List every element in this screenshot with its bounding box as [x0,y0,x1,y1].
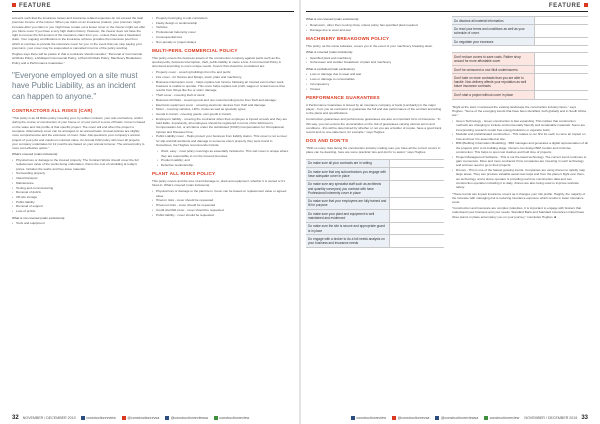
dos-checklist [306,159,444,248]
list-item: • Modular and prefabricated construction - This relates to our first for each to come an impact on how and how it is assembled at site; [452,132,588,141]
list-item: • Loss or damage to consumables [306,77,444,81]
checklist-row [452,66,588,74]
list-item: • Removal of support [12,204,146,208]
square-bullet-icon [584,3,588,7]
checklist-row [306,198,444,211]
checklist-tick-cell[interactable] [534,74,588,90]
checklist-text: Do negotiate your excesses [452,38,534,45]
checklist-row [452,74,588,91]
list-item: • Physical loss or damage to the insured property. The Contract Works should cover the full replacement value of the works being undertaken, that is the cost of rebuilding at today's prices. Includes the works and free-issue materials [12,158,146,171]
multiperil-list [152,70,290,147]
list-item: • Vehicles [152,25,290,29]
body-paragraph: "With so many risks facing the construction industry making sure you have all the correct covers in place can be daunting, here are some practical 'dos and don'ts' to assist," says Hughes: [306,146,441,155]
body-paragraph: "These trends can impact insurance covers as it changes your risk profile. Happily, the majority of the increase with managing risk is reducing insurance exposure which results in lower insurance costs. [452,191,586,205]
facebook-icon [81,416,85,420]
checklist-text: Do engage with a broker to do a full needs analysis on your business and insurance needs [306,235,389,247]
checklist-text: Don't be uninsured or use illicit underinsurers [452,66,534,73]
checklist-text: Do read your terms and conditions as well as your schedule of cover. [452,25,534,37]
list-item: • Project Management Software - This is not the latest technology. The current trend continues to gain momentum. More and more contractor firms companies are investing in such technology and at times need to go to their projects; [452,155,588,168]
checklist-row [306,223,444,236]
list-item: • Loss or damage due to wear and tear [306,72,444,76]
checklist-tick-cell[interactable] [389,210,444,222]
list-item: • Fire cover - for fixtures and fittings, stock, plant and machinery; [152,75,290,79]
social-link[interactable]: constructionreview [350,416,387,420]
list-label: What is covered (main inclusions): [306,49,354,54]
plant-list [152,189,290,217]
checklist-row [306,168,444,181]
checklist-text: Do make sure any specialist staff such as architects and quantity surveyors) you contract with have Professional Indemnity cover in place [306,181,389,197]
list-item: • Off-site storage [12,195,146,199]
list-item: • Unforeseen and sudden breakdown of plant and machinery [306,60,444,64]
list-item: • Drones - This is one of the fastest growing trends. Companies are using drones to rapidly map large areas. They can produce valuable aerial real maps and from the plane's flight over them, we technology, and a drone operator is providing real time construction data and can construction operation including it to daily, drones are also being used to improve worksite safety. [452,168,588,189]
checklist-row [452,25,588,38]
section-heading: MACHINERY BREAKDOWN POLICY [306,35,390,41]
list-item: • Public liability [12,200,146,204]
page-number: 32 [12,415,19,421]
list-item: • Green Technology - Green construction is fast expanding. This implies that construction methods are changing to include environmentally friendly and sustainable materials. Some are incorporating research model free energy/solutions or cigarette butts; [452,119,588,132]
checklist-text: Don't start a project without cover in place [452,91,534,98]
intro-paragraph: Hughes says there will be justice in that a contractor should consider: "Personal or Commercial All Risks Policy; a Multiperil Commercial Policy; a Plant All Risks Policy; Machinery Breakdown Policy and a Performance Guarantee." [12,51,142,65]
checklist-text: Don't reduce covers to save costs. Rather shop around for more affordable cover [452,53,534,65]
checklist-tick-cell[interactable] [389,160,444,167]
sub-list [152,149,290,167]
exclusions-list [152,16,290,44]
checklist-row [452,38,588,46]
list-item: • Work, easy - most policy coverings as essentially included to. This sub cover is unique where they are responsible to run the insured premises; [157,149,290,158]
trends-list [452,119,588,190]
facebook-icon [351,416,355,420]
excluded-list [306,72,444,91]
section-heading: PERFORMANCE GUARANTEES [306,94,380,100]
not-covered-list [12,221,146,225]
list-item: • Specified plant and machinery [306,56,444,60]
body-paragraph: A Performance Guarantee is issued by an insurance company or bank (Lombardy) in the major player - from you as contractor to guarantee the full and due performance of the contract according to the plans and specifications. [306,102,442,116]
right-page [300,0,600,424]
checklist-text: Do disclose all material information. [452,17,534,24]
checklist-tick-cell[interactable] [534,17,588,24]
list-item: • Inland transport [12,176,146,180]
checklist-row [306,210,444,223]
list-item: • Surrounding property [12,171,146,175]
social-link[interactable]: @constructionrevsa [121,416,160,420]
checklist-text: Don't take on more contracts than you are able to handle. Non-delivery affects your reputation as well future insurance contracts [452,74,534,90]
body-paragraph: "This policy is an All Risks policy covering your, by written contract, your sub-contractors, and/or during the course of construction of your house or of your part of a once-off basis. Cover is based on the value and risk profile of that specific project. The cover will end when the project is complete. Alternatively cover can be arranged on an annual basis. Annual policies are slightly more comprehensive and the extension of cover. Note: Ask questions your company's annual project of your jobs and maximum contract value. An Annual CAR policy will cover all projects your company undertakes for 12 months are based on your annual turnover. The annual policy is more cost-effective option." [12,116,146,151]
list-item: • BIM (Building Information Modelling) - BIM manages and generates a digital representation of all the projects prior to its building stage. Owners can design BIM models and minimise construction. This helps to spot cost clashes and hold time of projects; [452,141,588,154]
intro-paragraph: at levels such that the insurance losses and insurance-related expenses do not exceed the total premium income of the insurer. When you claim on an insurance product, your premium might increase after you claim or you might have to take out a lesser cover or the insurer might not offer you future cover if you have a very high claims history. However, the insurer does not have the right to recover the full amount of the insurance claim from you - unless there was a fraudulent claim. Your ongoing contributions to the insurance scheme provides the insurance pool from which to continue to provide the insurance cover for you. In the event that you stop paying your premiums, your cover may be suspended or cancelled in terms of the policy wording. [12,16,146,51]
twitter-icon [435,416,439,420]
checklist-tick-cell[interactable] [389,198,444,210]
list-item: • Testing and commissioning [12,186,146,190]
list-item: • Theft cover - covering theft of stock; [152,93,290,97]
body-paragraph: This policy covers the business assets of the construction company against perils such as fire, special perils, business interruption, theft, public liability to name a few. A Commercial Policy is structured according to one's unique needs. Covers that should be considered are: [152,55,281,69]
list-item: • Damage due to wear and tear [306,28,444,32]
list-label: What is not covered (main exclusions): [306,17,360,21]
social-link[interactable]: @constructionreviewsa [434,416,479,420]
checklist-row [452,53,588,66]
footer-right [350,415,588,421]
list-item: • Loss of profits [12,209,146,213]
square-bullet-icon [12,3,16,7]
checklist-tick-cell[interactable] [389,235,444,247]
donts-checklist [452,52,588,99]
checklist-tick-cell[interactable] [389,168,444,180]
body-paragraph: Construction guarantees and performance guarantees are also an important form of insurance. "In this way, you can ensure the uncertainties on the risk of guarantees varying various terms and conditions - this will be determined by whether or not you are a builder of repute, have a good track record and no one-statement, for example," says Hughes. [306,117,442,135]
body-paragraph: This policy, as the name indicates, covers you in the event of your machinery breaking down. [306,43,434,48]
social-link[interactable]: constructionreview [483,416,520,420]
list-item: • Electronic equipment cover - covering electronic devices from theft and damage; [152,103,290,107]
dos-checklist [452,16,588,46]
list-item: • Professional Indemnity cover [152,30,290,34]
running-header-right: FEATURE [549,3,588,9]
list-item: • Tools and equipment [12,221,146,225]
checklist-text: Do make sure that any subcontractors you engage with have adequate cover in place [306,168,389,180]
issue-date: NOVEMBER / DECEMBER 2019 [524,416,578,420]
list-item: • Public Liability cover - Helps protect your business from liability claims. This cover is not a cover for slip-and-fall accidents and damage to someone else's property they were found in. Sometimes, the Hughes recommends include: [152,134,290,147]
body-paragraph: "Right at the start I mentioned the existing landscape the construction industry faces," says Hughes. "Some of the emerging trends that have been identified, both globally and in South Africa, are:" [452,104,587,118]
covered-list [12,158,146,214]
instagram-icon [392,416,396,420]
checklist-row [306,235,444,248]
checklist-text: Do make sure all your contracts are in writing [306,160,389,167]
not-covered-list [306,23,444,32]
checklist-text: Do make sure your plant and equipment is well maintained and evidenced [306,210,389,222]
checklist-row [452,91,588,99]
list-item: • Motor - covering vehicles, LDVs, trucks as well as specialty types; [152,107,290,111]
checklist-tick-cell[interactable] [534,25,588,37]
section-heading: PLANT ALL RISKS POLICY [152,171,216,177]
list-item: • Consequential loss [152,35,290,39]
list-item: • Non-penalty or project delays [152,40,290,44]
left-column-1 [12,16,146,228]
checklist-tick-cell[interactable] [534,53,588,65]
list-item: • Physical loss or damage to the plant item. Cover can be based on replacement value or agreed value [152,189,290,198]
left-column-2 [152,16,290,219]
covered-list [306,56,444,65]
issue-date: NOVEMBER / DECEMBER 2019 [22,416,76,420]
body-paragraph: This policy covers and the loss of and damage to, plant and equipment, whether it is owned or it's hired-in. What's covered (main inclusions): [152,179,286,188]
list-item: • Defective workmanship. [157,163,290,167]
checklist-tick-cell[interactable] [389,181,444,197]
twitter-icon [165,416,169,420]
list-item: • Property belonging to sub-contractors [152,16,290,20]
list-item: • Employers' liability - covering the contractor when their employee is injured at work and they are held liable. Importantly, all employees should be registered in terms of the Workmen's Compensation Act, or all claims under the substituted (COID) Compensation for Occupational Injuries and Diseases Fine; [152,117,290,134]
list-item: • Hired-in risks - cover should be requested [152,198,290,202]
checklist-row [306,160,444,168]
list-item: • Business interruption cover - helps replace lost income following an insured event when work-business is unable to operate. This cover helps replace lost profit, wages or rental income that results from things like fire or storm damage; [152,80,290,93]
page-number: 33 [581,415,588,421]
right-column-1 [306,16,444,248]
section-heading: DOS AND DON'TS [306,138,349,144]
top-rule [12,11,294,12]
footer-left [12,415,250,421]
right-column-2 [452,16,588,221]
running-header-left: FEATURE [12,3,51,9]
top-rule [306,11,588,12]
list-item: • Maintenance [12,181,146,185]
checklist-text: Do make sure that your employees are fully trained and fit for purpose [306,198,389,210]
body-paragraph: "Construction and insurance are complex industries. It is important to engage with brokers that understand your business and your needs. Standard Bank and Standard Insurance Limited have three teams in place accompany you on your journey," concludes Hughes. ■ [452,206,585,219]
checklist-tick-cell[interactable] [534,38,588,45]
checklist-tick-cell[interactable] [534,91,588,98]
list-item: • Property cover - covering buildings from fire and perils; [152,70,290,74]
section-heading: CONTRACTORS ALL RISKS (CAR) [12,108,93,114]
list-label: What's covered (main inclusions): [12,152,59,157]
instagram-icon [122,416,126,420]
list-item: • Removal of debris [12,190,146,194]
social-link[interactable]: @constructionrevsa [391,416,430,420]
list-item: • Goods in transit - covering goods, own goods in transit; [152,112,290,116]
checklist-row [452,17,588,25]
list-item: • Viruses [306,87,444,91]
checklist-tick-cell[interactable] [534,66,588,73]
list-item: • Faulty design or workmanship [152,21,290,25]
list-item: • Business All Risks - covering tools and non-motor/vending items from theft and damage; [152,98,290,102]
list-item: • Incompetency [306,82,444,86]
list-label: What is excluded (main exclusions): [306,66,356,71]
linkedin-icon [214,416,218,420]
list-item: • Public liability - cover should be requested [152,213,290,217]
list-item: • Product Liability; and [157,158,290,162]
checklist-row [306,181,444,198]
checklist-tick-cell[interactable] [389,223,444,235]
list-item: • Credit shortfall cover - cover should be requested [152,208,290,212]
social-link[interactable]: constructionreview [80,416,117,420]
checklist-text: Do make sure the site is secure and appropriate guard is in place [306,223,389,235]
list-label: What is not covered (main exclusions): [12,215,66,220]
list-item: • Road-worn, other then moving show, unless policy has specified plant required [306,23,444,27]
list-item: • Hired-out risks - cover should be requested [152,203,290,207]
social-link[interactable]: @constructionreviewsa [164,416,209,420]
section-heading: MULTI-PERIL COMMERCIAL POLICY [152,47,238,53]
pull-quote: "Everyone employed on a site must have Public Liability, as an incident can happen to anyone." [12,70,138,101]
social-link[interactable]: constructionreview [213,416,250,420]
linkedin-icon [484,416,488,420]
